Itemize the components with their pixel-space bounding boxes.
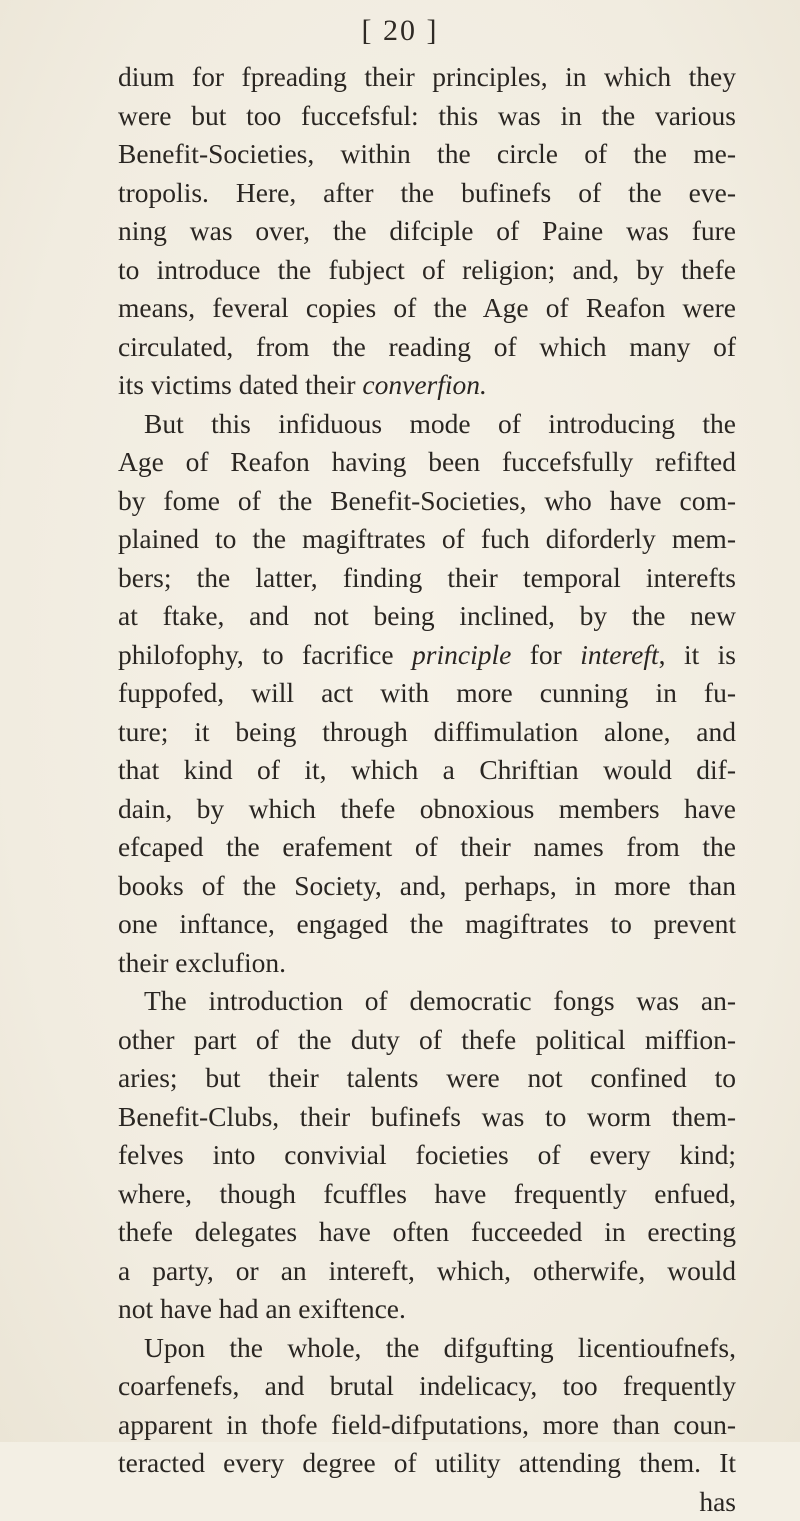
text-line: means, feveral copies of the Age of Reafon were bbox=[118, 289, 736, 328]
text-line: Upon the whole, the difgufting licentioufnefs, bbox=[118, 1329, 736, 1368]
body-text bbox=[118, 58, 736, 1521]
text-line: at ftake, and not being inclined, by the new bbox=[118, 597, 736, 636]
text-line: aries; but their talents were not confined to bbox=[118, 1059, 736, 1098]
text-line: efcaped the erafement of their names from the bbox=[118, 828, 736, 867]
text-line: by fome of the Benefit-Societies, who have com- bbox=[118, 482, 736, 521]
text-line: to introduce the fubject of religion; and, by thefe bbox=[118, 251, 736, 290]
text-line: were but too fuccefsful: this was in the various bbox=[118, 97, 736, 136]
text-line: circulated, from the reading of which many of bbox=[118, 328, 736, 367]
text-line: coarfenefs, and brutal indelicacy, too frequently bbox=[118, 1367, 736, 1406]
text-segment: , it is bbox=[659, 639, 736, 670]
text-line: felves into convivial focieties of every kind; bbox=[118, 1136, 736, 1175]
text-segment: its victims dated their bbox=[118, 369, 362, 400]
text-line: that kind of it, which a Chriftian would dif- bbox=[118, 751, 736, 790]
text-line: But this infiduous mode of introducing the bbox=[118, 405, 736, 444]
text-line: where, though fcuffles have frequently enfued, bbox=[118, 1175, 736, 1214]
italic-word: converfion. bbox=[362, 369, 486, 400]
text-line: books of the Society, and, perhaps, in more than bbox=[118, 867, 736, 906]
text-line bbox=[118, 366, 736, 405]
text-line: Benefit-Clubs, their bufinefs was to worm them- bbox=[118, 1098, 736, 1137]
text-line: Benefit-Societies, within the circle of the me- bbox=[118, 135, 736, 174]
text-line: Age of Reafon having been fuccefsfully refifted bbox=[118, 443, 736, 482]
italic-word: principle bbox=[412, 639, 511, 670]
text-line: other part of the duty of thefe political miffion- bbox=[118, 1021, 736, 1060]
text-line: fuppofed, will act with more cunning in fu- bbox=[118, 674, 736, 713]
text-line: dium for fpreading their principles, in which they bbox=[118, 58, 736, 97]
text-segment: for bbox=[511, 639, 580, 670]
text-line: The introduction of democratic fongs was an- bbox=[118, 982, 736, 1021]
text-line: teracted every degree of utility attending them. It bbox=[118, 1444, 736, 1483]
text-line: dain, by which thefe obnoxious members have bbox=[118, 790, 736, 829]
text-line: bers; the latter, finding their temporal interefts bbox=[118, 559, 736, 598]
text-line: one inftance, engaged the magiftrates to prevent bbox=[118, 905, 736, 944]
text-line: ture; it being through diffimulation alone, and bbox=[118, 713, 736, 752]
italic-word: intereft bbox=[580, 639, 658, 670]
catchword: has bbox=[118, 1483, 736, 1521]
text-line: plained to the magiftrates of fuch diforderly mem- bbox=[118, 520, 736, 559]
text-line: not have had an exiftence. bbox=[118, 1290, 736, 1329]
text-line: thefe delegates have often fucceeded in erecting bbox=[118, 1213, 736, 1252]
text-line: a party, or an intereft, which, otherwife, would bbox=[118, 1252, 736, 1291]
text-segment: philofophy, to facrifice bbox=[118, 639, 412, 670]
text-line bbox=[118, 636, 736, 675]
text-line: apparent in thofe field-difputations, more than coun- bbox=[118, 1406, 736, 1445]
page-number: [ 20 ] bbox=[0, 14, 800, 48]
text-line: ning was over, the difciple of Paine was fure bbox=[118, 212, 736, 251]
text-line: their exclufion. bbox=[118, 944, 736, 983]
text-line: tropolis. Here, after the bufinefs of the eve- bbox=[118, 174, 736, 213]
